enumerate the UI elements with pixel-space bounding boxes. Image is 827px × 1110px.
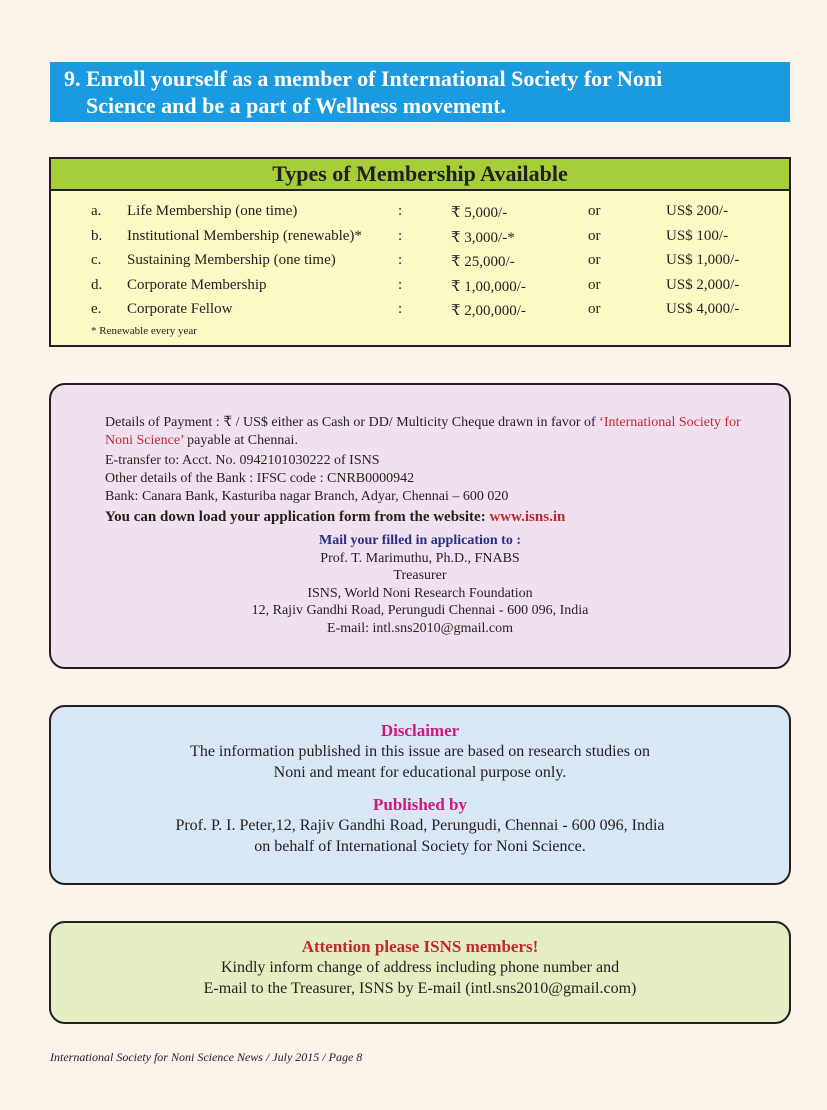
- row-letter: c.: [91, 252, 102, 268]
- row-inr-price: ₹ 25,000/-: [451, 254, 515, 270]
- mail-title: Mail your filled in application to :: [319, 533, 521, 548]
- row-letter: e.: [91, 301, 102, 317]
- attention-title: Attention please ISNS members!: [301, 937, 539, 956]
- payment-prefix: Details of Payment : ₹ / US$ either as Cash or DD/ Multicity Cheque drawn in favor of: [105, 415, 600, 430]
- download-text: You can down load your application form from the website:: [105, 509, 490, 525]
- membership-table: [91, 203, 781, 326]
- row-usd-price: US$ 1,000/-: [666, 252, 740, 268]
- banner-line-1: [64, 65, 780, 92]
- disclaimer-line: The information published in this issue are based on research studies on: [190, 743, 650, 760]
- disclaimer-box: [49, 705, 791, 885]
- row-letter: d.: [91, 276, 103, 293]
- row-inr-price: ₹ 1,00,000/-: [451, 278, 526, 295]
- row-or: or: [588, 203, 601, 219]
- payment-line: [105, 414, 765, 450]
- published-line: Prof. P. I. Peter,12, Rajiv Gandhi Road, Perungudi, Chennai - 600 096, India: [175, 817, 665, 834]
- banner-line-2: Science and be a part of Wellness movement.: [86, 93, 507, 118]
- banner-number: 9.: [64, 66, 81, 91]
- row-letter: a.: [91, 203, 102, 219]
- disclaimer-line: Noni and meant for educational purpose only.: [273, 764, 567, 781]
- row-inr-price: ₹ 5,000/-: [451, 205, 508, 221]
- banner-text-1: Enroll yourself as a member of International Society for Noni: [86, 66, 663, 91]
- address-email: E-mail: intl.sns2010@gmail.com: [327, 620, 513, 636]
- row-or: or: [588, 301, 601, 317]
- payment-org-name: ‘International Society for Noni Science’: [105, 415, 741, 448]
- membership-row: [91, 252, 781, 277]
- row-colon: :: [398, 301, 403, 317]
- published-title: Published by: [372, 795, 467, 814]
- row-or: or: [588, 227, 601, 244]
- membership-types-box: [49, 157, 791, 347]
- row-or: or: [588, 276, 601, 293]
- enroll-banner: [50, 62, 790, 122]
- etransfer-line: E-transfer to: Acct. No. 0942101030222 of ISNS: [105, 453, 380, 468]
- disclaimer-title: Disclaimer: [380, 721, 460, 740]
- membership-row: [91, 301, 781, 326]
- row-colon: :: [398, 227, 403, 244]
- membership-footnote: * Renewable every year: [91, 325, 197, 337]
- row-name: Corporate Membership: [127, 276, 267, 293]
- membership-row: [91, 203, 781, 228]
- membership-row: [91, 228, 781, 253]
- row-usd-price: US$ 200/-: [666, 203, 729, 219]
- row-inr-price: ₹ 2,00,000/-: [451, 303, 526, 319]
- attention-line: E-mail to the Treasurer, ISNS by E-mail (intl.sns2010@gmail.com): [203, 980, 637, 997]
- address-line: ISNS, World Noni Research Foundation: [307, 585, 533, 601]
- row-name: Life Membership (one time): [127, 203, 298, 219]
- row-name: Corporate Fellow: [127, 301, 233, 317]
- row-usd-price: US$ 100/-: [666, 227, 729, 244]
- membership-heading: Types of Membership Available: [51, 159, 789, 191]
- address-line: 12, Rajiv Gandhi Road, Perungudi Chennai - 600 096, India: [251, 603, 589, 619]
- payment-details-box: [49, 383, 791, 669]
- website-link[interactable]: www.isns.in: [489, 509, 566, 525]
- row-colon: :: [398, 252, 403, 268]
- bank-other-line: Other details of the Bank : IFSC code : CNRB0000942: [105, 471, 415, 486]
- download-line: [105, 508, 765, 526]
- row-name: Sustaining Membership (one time): [127, 252, 336, 268]
- attention-box: [49, 921, 791, 1024]
- mail-address-block: [51, 532, 789, 638]
- row-or: or: [588, 252, 601, 268]
- address-line: Prof. T. Marimuthu, Ph.D., FNABS: [320, 550, 520, 566]
- published-line: on behalf of International Society for Noni Science.: [254, 838, 586, 855]
- payment-suffix: payable at Chennai.: [183, 433, 298, 448]
- attention-line: Kindly inform change of address including phone number and: [220, 959, 620, 976]
- row-colon: :: [398, 276, 403, 293]
- row-usd-price: US$ 2,000/-: [666, 276, 740, 293]
- row-name: Institutional Membership (renewable)*: [127, 227, 362, 244]
- payment-details: [105, 414, 765, 526]
- address-line: Treasurer: [393, 568, 447, 584]
- bank-line: Bank: Canara Bank, Kasturiba nagar Branch, Adyar, Chennai – 600 020: [105, 489, 509, 504]
- page-footer: International Society for Noni Science News / July 2015 / Page 8: [50, 1050, 363, 1064]
- row-inr-price: ₹ 3,000/-*: [451, 229, 515, 246]
- row-colon: :: [398, 203, 403, 219]
- membership-row: [91, 277, 781, 302]
- row-usd-price: US$ 4,000/-: [666, 301, 740, 317]
- row-letter: b.: [91, 227, 103, 244]
